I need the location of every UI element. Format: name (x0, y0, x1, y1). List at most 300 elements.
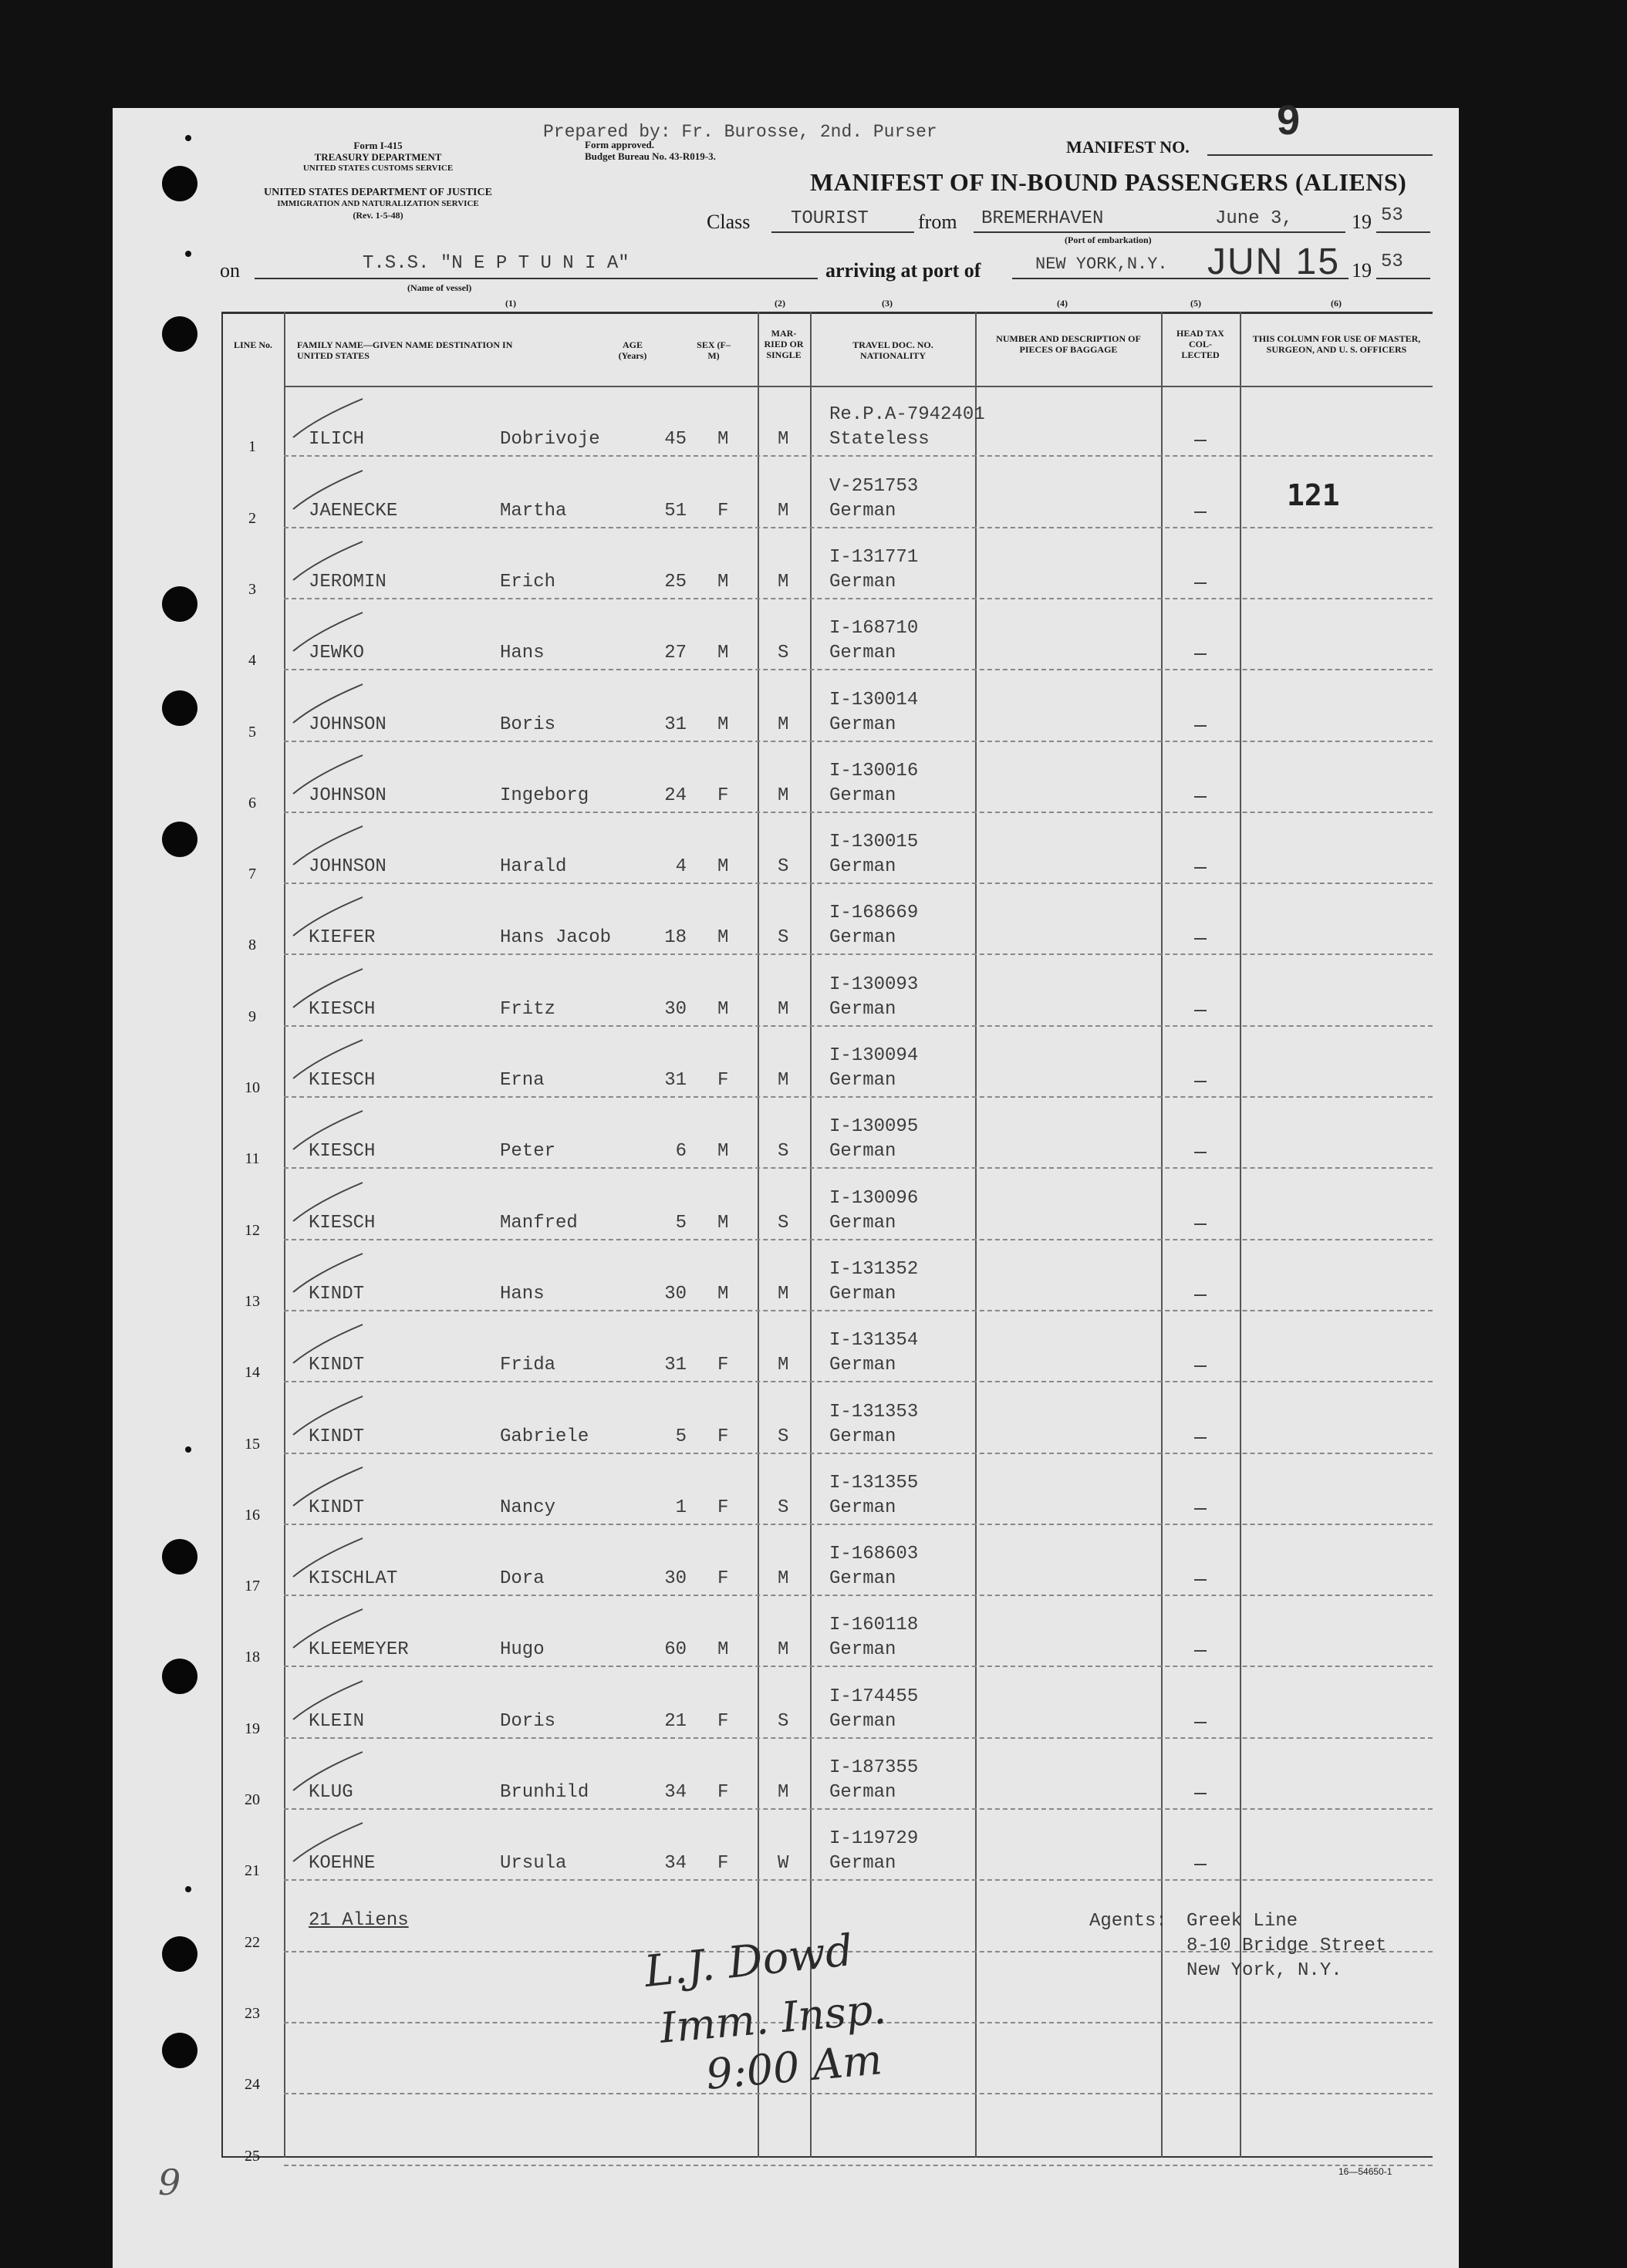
age: 25 (664, 571, 687, 592)
header-married: MAR- RIED OR SINGLE (764, 328, 804, 360)
nationality: German (829, 927, 896, 949)
line-number: 15 (245, 1435, 260, 1453)
family-name: KINDT (309, 1426, 365, 1447)
sex: M (717, 714, 729, 735)
check-mark-icon (285, 822, 370, 869)
marital-status: M (778, 785, 789, 806)
budget-bureau: Budget Bureau No. 43-R019-3. (585, 150, 716, 162)
manifest-number: 9 (1277, 97, 1301, 143)
line-number: 11 (245, 1150, 260, 1168)
nationality: German (829, 643, 896, 664)
punch-hole (162, 166, 197, 201)
sex: F (717, 785, 729, 806)
travel-doc-no: I-131352 (829, 1258, 919, 1280)
departure-date: June 3, (1215, 208, 1293, 229)
age: 31 (664, 1070, 687, 1091)
travel-doc-no: I-168603 (829, 1544, 919, 1565)
nationality: German (829, 1426, 896, 1447)
age: 4 (675, 856, 687, 878)
agents-line3: New York, N.Y. (1186, 1960, 1342, 1981)
col-num-4: (4) (1057, 298, 1068, 309)
given-name: Martha (500, 500, 567, 521)
check-mark-icon (285, 1321, 370, 1367)
check-mark-icon (285, 965, 370, 1011)
check-mark-icon (285, 1250, 370, 1296)
agents-line2: 8-10 Bridge Street (1186, 1936, 1387, 1956)
given-name: Brunhild (500, 1782, 589, 1803)
sex: F (717, 1782, 729, 1803)
given-name: Dora (500, 1568, 545, 1590)
given-name: Hugo (500, 1639, 545, 1661)
age: 31 (664, 714, 687, 735)
inspector-signature: L.J. Dowd (642, 1925, 856, 1997)
line-number: 8 (248, 937, 256, 954)
family-name: JEWKO (309, 643, 365, 664)
given-name: Hans (500, 643, 545, 664)
ins-label: IMMIGRATION AND NATURALIZATION SERVICE (277, 199, 479, 208)
header-bottom-border (284, 386, 1433, 387)
col-num-6: (6) (1331, 298, 1342, 309)
marital-status: S (778, 1710, 789, 1732)
line-number: 10 (245, 1079, 260, 1096)
sex: F (717, 1710, 729, 1732)
head-tax-dash (1194, 1223, 1207, 1225)
agents-line1: Greek Line (1186, 1911, 1298, 1932)
family-name: JOHNSON (309, 785, 386, 806)
check-mark-icon (285, 1036, 370, 1082)
on-label: on (220, 259, 240, 282)
check-mark-icon (285, 609, 370, 655)
age: 21 (664, 1710, 687, 1732)
row-separator (284, 1025, 1433, 1027)
row-separator (284, 1381, 1433, 1382)
nationality: German (829, 1568, 896, 1590)
line-number: 18 (245, 1649, 260, 1666)
family-name: KLEIN (309, 1710, 365, 1732)
age: 45 (664, 429, 687, 451)
sex: M (717, 1283, 729, 1304)
check-mark-icon (285, 893, 370, 940)
head-tax-dash (1194, 1010, 1207, 1011)
line-number: 12 (245, 1221, 260, 1239)
head-tax-dash (1194, 938, 1207, 940)
family-name: JOHNSON (309, 856, 386, 878)
row-separator (284, 1096, 1433, 1098)
age: 24 (664, 785, 687, 806)
nationality: German (829, 785, 896, 806)
given-name: Manfred (500, 1212, 578, 1234)
age: 30 (664, 1568, 687, 1590)
row-separator (284, 812, 1433, 813)
line-number: 22 (245, 1933, 260, 1951)
marital-status: M (778, 1283, 789, 1304)
given-name: Fritz (500, 998, 556, 1020)
binder-dot (185, 1886, 191, 1892)
arrival-year-prefix: 19 (1352, 259, 1372, 282)
age: 5 (675, 1212, 687, 1234)
family-name: KINDT (309, 1497, 365, 1518)
form-number (262, 140, 494, 174)
treasury-dept: TREASURY DEPARTMENT (314, 151, 442, 163)
family-name: KINDT (309, 1355, 365, 1376)
family-name: JEROMIN (309, 571, 386, 592)
arriving-label: arriving at port of (825, 259, 981, 282)
travel-doc-no: I-131355 (829, 1472, 919, 1493)
officer-note: 121 (1287, 478, 1340, 512)
punch-hole (162, 2033, 197, 2068)
check-mark-icon (285, 1819, 370, 1865)
arrival-port: NEW YORK,N.Y. (1035, 255, 1168, 274)
header-baggage: NUMBER AND DESCRIPTION OF PIECES OF BAGGAGE (996, 333, 1141, 355)
line-number: 25 (245, 2147, 260, 2165)
marital-status: M (778, 429, 789, 451)
sex: F (717, 1853, 729, 1875)
age: 30 (664, 998, 687, 1020)
year-value: 53 (1381, 205, 1403, 226)
family-name: KIESCH (309, 1070, 376, 1091)
travel-doc-no: I-130014 (829, 689, 919, 710)
nationality: German (829, 1497, 896, 1518)
family-name: KISCHLAT (309, 1568, 398, 1590)
row-separator (284, 1737, 1433, 1739)
sex: M (717, 571, 729, 592)
row-separator (284, 455, 1433, 457)
given-name: Hans (500, 1283, 545, 1304)
line-number: 9 (248, 1007, 256, 1025)
age: 60 (664, 1639, 687, 1661)
inspector-title: Imm. Insp. (657, 1984, 888, 2053)
line-number: 14 (245, 1364, 260, 1382)
header-age: AGE (Years) (618, 339, 647, 361)
row-separator (284, 1808, 1433, 1810)
family-name: JOHNSON (309, 714, 386, 735)
check-mark-icon (285, 751, 370, 798)
head-tax-dash (1194, 511, 1207, 513)
head-tax-dash (1194, 440, 1207, 441)
family-name: KIESCH (309, 1212, 376, 1234)
age: 30 (664, 1283, 687, 1304)
line-number: 2 (248, 509, 256, 527)
nationality: German (829, 1070, 896, 1091)
marital-status: S (778, 1426, 789, 1447)
binder-dot (185, 135, 191, 141)
head-tax-dash (1194, 1864, 1207, 1865)
arrival-year: 53 (1381, 251, 1403, 272)
manifest-no-label: MANIFEST NO. (1066, 137, 1190, 157)
sex: M (717, 1212, 729, 1234)
nationality: German (829, 1355, 896, 1376)
age: 1 (675, 1497, 687, 1518)
nationality: German (829, 1212, 896, 1234)
family-name: KINDT (309, 1283, 365, 1304)
form-id: Form I-415 (353, 140, 403, 151)
head-tax-dash (1194, 653, 1207, 655)
given-name: Peter (500, 1141, 556, 1163)
department-block (220, 187, 536, 221)
sex: M (717, 998, 729, 1020)
given-name: Ursula (500, 1853, 567, 1875)
from-label: from (918, 211, 957, 233)
punch-hole (162, 690, 197, 726)
travel-doc-no: I-119729 (829, 1828, 919, 1850)
check-mark-icon (285, 1463, 370, 1510)
table-left-border (221, 312, 223, 2158)
nationality: German (829, 500, 896, 521)
row-separator (284, 1595, 1433, 1596)
check-mark-icon (285, 395, 370, 441)
age: 51 (664, 500, 687, 521)
check-mark-icon (285, 467, 370, 513)
year-prefix: 19 (1352, 211, 1372, 233)
nationality: German (829, 1782, 896, 1803)
line-number: 5 (248, 723, 256, 741)
age: 18 (664, 927, 687, 949)
row-separator (284, 1453, 1433, 1454)
class-value: TOURIST (791, 208, 869, 229)
row-separator (284, 1310, 1433, 1311)
col-num-5: (5) (1190, 298, 1201, 309)
head-tax-dash (1194, 725, 1207, 727)
nationality: German (829, 1141, 896, 1163)
marital-status: S (778, 927, 789, 949)
line-number: 21 (245, 1862, 260, 1880)
alien-count: 21 Aliens (309, 1910, 409, 1931)
marital-status: S (778, 1141, 789, 1163)
age: 5 (675, 1426, 687, 1447)
given-name: Erna (500, 1070, 545, 1091)
nationality: German (829, 1710, 896, 1732)
row-separator (284, 2093, 1433, 2094)
row-separator (284, 598, 1433, 599)
line-number: 16 (245, 1506, 260, 1524)
marital-status: M (778, 998, 789, 1020)
travel-doc-no: I-130094 (829, 1045, 919, 1066)
head-tax-dash (1194, 1365, 1207, 1367)
table-top-border (221, 312, 1433, 314)
marital-status: S (778, 643, 789, 664)
marital-status: S (778, 856, 789, 878)
family-name: KLUG (309, 1782, 353, 1803)
form-approved: Form approved. (585, 139, 655, 150)
manifest-title: MANIFEST OF IN-BOUND PASSENGERS (ALIENS) (810, 168, 1407, 196)
row-separator (284, 2165, 1433, 2166)
punch-hole (162, 822, 197, 857)
from-line (974, 231, 1345, 233)
marital-status: M (778, 1355, 789, 1376)
nationality: German (829, 998, 896, 1020)
header-officers: THIS COLUMN FOR USE OF MASTER, SURGEON, AND U. S. OFFICERS (1252, 333, 1421, 355)
travel-doc-no: I-187355 (829, 1757, 919, 1778)
given-name: Ingeborg (500, 785, 589, 806)
check-mark-icon (285, 1107, 370, 1153)
head-tax-dash (1194, 1508, 1207, 1510)
given-name: Doris (500, 1710, 556, 1732)
given-name: Boris (500, 714, 556, 735)
travel-doc-no: I-131771 (829, 546, 919, 568)
check-mark-icon (285, 1677, 370, 1723)
head-tax-dash (1194, 1152, 1207, 1153)
row-separator (284, 1879, 1433, 1881)
head-tax-dash (1194, 796, 1207, 798)
port-caption: (Port of embarkation) (1065, 235, 1152, 245)
line-number: 7 (248, 866, 256, 883)
travel-doc-no: I-168669 (829, 903, 919, 924)
family-name: KIEFER (309, 927, 376, 949)
family-name: JAENECKE (309, 500, 398, 521)
sex: M (717, 856, 729, 878)
sex: M (717, 1141, 729, 1163)
family-name: KOEHNE (309, 1853, 376, 1875)
row-separator (284, 669, 1433, 670)
row-separator (284, 1524, 1433, 1525)
revision: (Rev. 1-5-48) (353, 210, 403, 221)
head-tax-dash (1194, 1294, 1207, 1296)
nationality: German (829, 571, 896, 592)
marital-status: M (778, 571, 789, 592)
sex: M (717, 927, 729, 949)
col-num-2: (2) (775, 298, 785, 309)
age: 6 (675, 1141, 687, 1163)
line-number: 4 (248, 652, 256, 670)
binder-dot (185, 1446, 191, 1453)
justice-dept: UNITED STATES DEPARTMENT OF JUSTICE (264, 187, 492, 198)
check-mark-icon (285, 1748, 370, 1794)
row-separator (284, 1167, 1433, 1169)
vessel-line (255, 278, 818, 279)
marital-status: S (778, 1212, 789, 1234)
travel-doc-no: I-130096 (829, 1187, 919, 1209)
travel-doc-no: Re.P.A-7942401 (829, 404, 985, 426)
family-name: KIESCH (309, 1141, 376, 1163)
travel-doc-no: I-168710 (829, 618, 919, 640)
class-label: Class (707, 211, 751, 233)
line-number: 19 (245, 1720, 260, 1737)
line-number: 3 (248, 580, 256, 598)
header-travel-doc: TRAVEL DOC. NO. NATIONALITY (852, 339, 933, 361)
nationality: German (829, 1853, 896, 1875)
footer-code: 16—54650-1 (1338, 2166, 1392, 2177)
header-name: FAMILY NAME—GIVEN NAME DESTINATION IN UNITED STATES (297, 339, 513, 361)
check-mark-icon (285, 1534, 370, 1581)
travel-doc-no: V-251753 (829, 475, 919, 497)
nationality: German (829, 1639, 896, 1661)
row-separator (284, 953, 1433, 955)
header-sex: SEX (F–M) (697, 339, 731, 361)
head-tax-dash (1194, 1437, 1207, 1439)
year-line (1376, 231, 1430, 233)
nationality: German (829, 714, 896, 735)
age: 31 (664, 1355, 687, 1376)
family-name: KIESCH (309, 998, 376, 1020)
head-tax-dash (1194, 1793, 1207, 1794)
travel-doc-no: I-174455 (829, 1686, 919, 1707)
age: 27 (664, 643, 687, 664)
sex: F (717, 1568, 729, 1590)
head-tax-dash (1194, 1081, 1207, 1082)
marital-status: M (778, 1070, 789, 1091)
marital-status: M (778, 1639, 789, 1661)
head-tax-dash (1194, 582, 1207, 584)
row-separator (284, 527, 1433, 528)
sex: M (717, 643, 729, 664)
check-mark-icon (285, 538, 370, 584)
punch-hole (162, 1936, 197, 1972)
nationality: German (829, 856, 896, 878)
marital-status: S (778, 1497, 789, 1518)
given-name: Harald (500, 856, 567, 878)
sex: F (717, 1355, 729, 1376)
col-num-1: (1) (505, 298, 516, 309)
line-number: 23 (245, 2004, 260, 2022)
travel-doc-no: I-130016 (829, 760, 919, 781)
marital-status: M (778, 1568, 789, 1590)
travel-doc-no: I-130093 (829, 974, 919, 995)
punch-hole (162, 1659, 197, 1694)
punch-hole (162, 586, 197, 622)
head-tax-dash (1194, 1722, 1207, 1723)
line-number: 17 (245, 1578, 260, 1595)
class-line (771, 231, 914, 233)
given-name: Erich (500, 571, 556, 592)
row-separator (284, 883, 1433, 884)
marital-status: M (778, 500, 789, 521)
check-mark-icon (285, 1392, 370, 1439)
arrival-year-line (1376, 278, 1430, 279)
given-name: Dobrivoje (500, 429, 600, 451)
sex: F (717, 1070, 729, 1091)
given-name: Hans Jacob (500, 927, 612, 949)
arrival-date-stamp: JUN 15 (1207, 241, 1341, 282)
family-name: ILICH (309, 429, 365, 451)
vessel-value: T.S.S. "N E P T U N I A" (363, 253, 630, 274)
sex: M (717, 1639, 729, 1661)
line-number: 6 (248, 794, 256, 812)
sex: F (717, 1497, 729, 1518)
customs-service: UNITED STATES CUSTOMS SERVICE (302, 164, 454, 173)
line-number: 13 (245, 1292, 260, 1310)
line-number: 1 (248, 438, 256, 456)
head-tax-dash (1194, 867, 1207, 869)
binder-dot (185, 251, 191, 257)
given-name: Nancy (500, 1497, 556, 1518)
head-tax-dash (1194, 1579, 1207, 1581)
given-name: Frida (500, 1355, 556, 1376)
row-separator (284, 741, 1433, 742)
sex: F (717, 1426, 729, 1447)
sex: M (717, 429, 729, 451)
marital-status: W (778, 1853, 789, 1875)
check-mark-icon (285, 680, 370, 727)
row-separator (284, 1239, 1433, 1240)
row-separator (284, 1666, 1433, 1667)
travel-doc-no: I-130015 (829, 832, 919, 853)
age: 34 (664, 1782, 687, 1803)
header-line-no: LINE No. (233, 339, 272, 350)
manifest-no-line (1207, 154, 1433, 156)
header-head-tax: HEAD TAX COL- LECTED (1176, 328, 1224, 360)
prepared-by: Prepared by: Fr. Burosse, 2nd. Purser (543, 122, 937, 142)
family-name: KLEEMEYER (309, 1639, 409, 1661)
marital-status: M (778, 714, 789, 735)
line-number: 24 (245, 2076, 260, 2094)
punch-hole (162, 316, 197, 352)
travel-doc-no: I-130095 (829, 1116, 919, 1138)
given-name: Gabriele (500, 1426, 589, 1447)
check-mark-icon (285, 1605, 370, 1652)
nationality: German (829, 1283, 896, 1304)
travel-doc-no: I-160118 (829, 1615, 919, 1636)
age: 34 (664, 1853, 687, 1875)
